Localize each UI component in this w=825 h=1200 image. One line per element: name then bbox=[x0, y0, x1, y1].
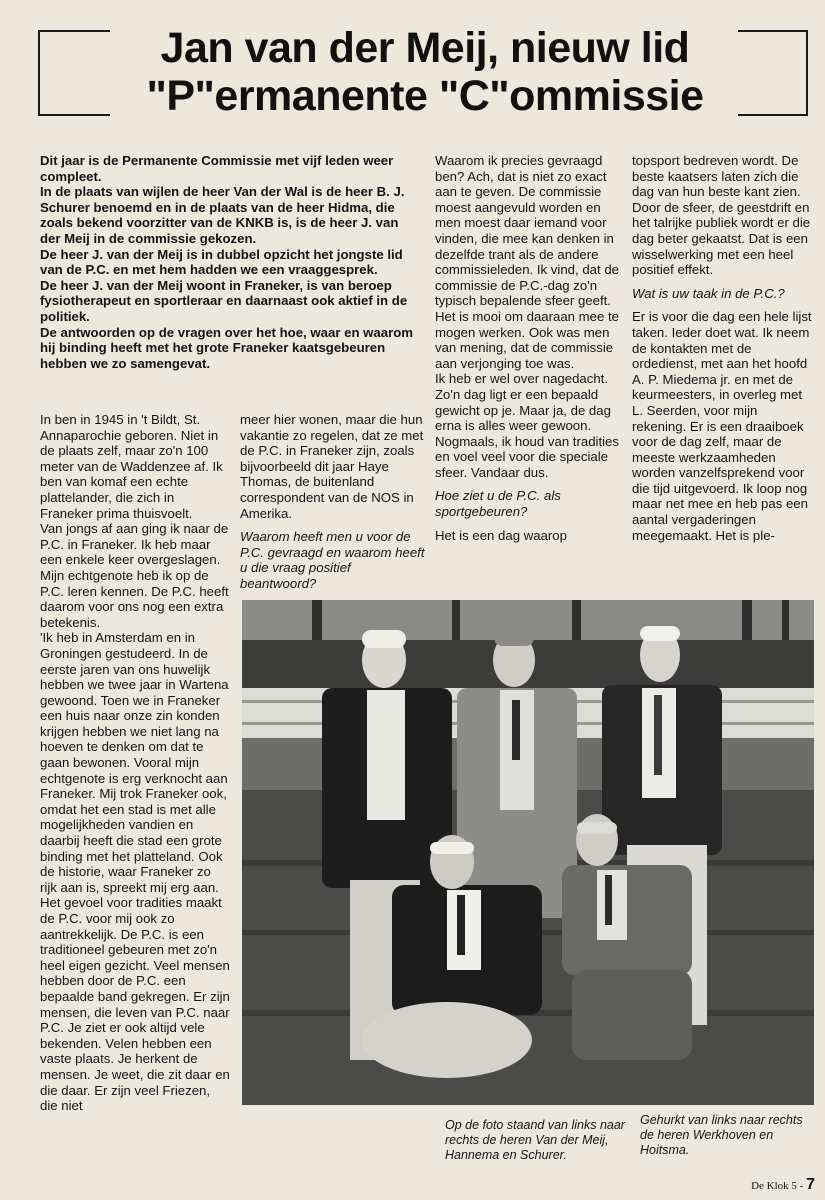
headline bbox=[95, 24, 755, 120]
body-paragraph: topsport bedreven wordt. De beste kaatsers laten zich die dag van hun beste kant zien. Door de sfeer, de geestdrift en het talrijke publiek wordt er die dag beter gekaatst. Dat is een wisselwerking met een heel positief effekt. bbox=[632, 153, 811, 278]
body-paragraph: Het is een dag waarop bbox=[435, 527, 567, 543]
group-photo bbox=[242, 600, 814, 1105]
intro-text bbox=[40, 153, 420, 371]
body-paragraph: meer hier wonen, maar die hun vakantie zo regelen, dat ze met de P.C. in Franeker zijn, zoals bijvoorbeeld dit jaar Haye Thomas, de buitenland correspondent van de NOS in Amerika. bbox=[240, 412, 424, 521]
intro-paragraph: De antwoorden op de vragen over het hoe, waar en waarom hij binding heeft met het grote Franeker kaatsgebeuren hebben we zo samengevat. bbox=[40, 324, 414, 371]
body-paragraph: Ik heb er wel over nagedacht. Zo'n dag ligt er een bepaald gewicht op je. Maar ja, de dag erna is alles weer gewoon. Nogmaals, ik houd van tradities en voel veel voor die speciale sfeer. Vandaar dus. bbox=[435, 371, 619, 480]
photo-caption-standing: Op de foto staand van links naar rechts de heren Van der Meij, Hannema en Schurer. bbox=[445, 1118, 625, 1162]
article-column-2 bbox=[240, 412, 425, 600]
intro-paragraph: De heer J. van der Meij is in dubbel opzicht het jongste lid van de P.C. en met hem hadden we een vraaggesprek. bbox=[40, 246, 403, 278]
body-paragraph: 'Ik heb in Amsterdam en in Groningen gestudeerd. In de eerste jaren van ons huwelijk hebben we twee jaar in Wartena gewoond. Toen we in Franeker een huis naar onze zin konden krijgen hebben we niet lang na hoeven te denken om dat te gaan bewonen. Vooral mijn echtgenote is erg verknocht aan Franeker. Mij trok Franeker ook, omdat het een stad is met alle mogelijkheden vandien en daarbij heeft die stad een grote binding met het platteland. Ook de historie, waar Franeker zo rijk aan is, spreekt mij erg aan. bbox=[40, 630, 229, 895]
photo-caption-crouching: Gehurkt van links naar rechts de heren Werkhoven en Hoitsma. bbox=[640, 1113, 803, 1157]
article-column-3 bbox=[435, 153, 620, 543]
footer-dash: - bbox=[799, 1180, 804, 1192]
group-photo-illustration bbox=[242, 600, 814, 1105]
body-paragraph: Het gevoel voor tradities maakt de P.C. voor mij ook zo aantrekkelijk. De P.C. is een traditioneel gebeuren met zo'n heel eigen gezicht. Veel mensen hebben door de P.C. een bepaalde band gekregen. Er zijn mensen, die leven van P.C. naar P.C. Je ziet er ook altijd vele bekenden. Velen hebben een vaste plaats. Je herkent de mensen. Je weet, die zit daar en die daar. Er zijn veel Friezen, die niet bbox=[40, 895, 230, 1114]
intro-paragraph: De heer J. van der Meij woont in Franeker, is van beroep fysiotherapeut en sportleraar en daarnaast ook aktief in de politiek. bbox=[40, 277, 408, 324]
article-column-4 bbox=[632, 153, 812, 543]
body-paragraph: Waarom ik precies gevraagd ben? Ach, dat is niet zo exact aan te geven. De commissie moest aangevuld worden en men moest daar iemand voor vinden, die mee kan denken in dezelfde trant als de andere commissieleden. Ik vind, dat de commissie de P.C.-dag zo'n typisch bepalende sfeer geeft. Het is mooi om daaraan mee te mogen werken. Ook was men van mening, dat de commissie aan verjonging toe was. bbox=[435, 153, 619, 371]
magazine-name: De Klok 5 bbox=[751, 1180, 797, 1192]
page-number: 7 bbox=[806, 1176, 815, 1193]
headline-line-2: "P"ermanente "C"ommissie bbox=[146, 72, 704, 120]
page-footer bbox=[751, 1176, 815, 1194]
body-paragraph: Er is voor die dag een hele lijst taken. Ieder doet wat. Ik neem de kontakten met de ordedienst, met aan het hoofd A. P. Miedema jr. en met de keurmeesters, in overleg met L. Seerden, voor mijn rekening. Er is een draaiboek voor de dag zelf, maar de meeste werkzaamheden worden vanzelfsprekend voor die tijd uitgevoerd. Ik loop nog maar net mee en heb pas een aantal vergaderingen meegemaakt. Het is ple- bbox=[632, 309, 812, 543]
intro-paragraph: Dit jaar is de Permanente Commissie met vijf leden weer compleet. bbox=[40, 153, 394, 184]
interview-question: Waarom heeft men u voor de P.C. gevraagd en waarom heeft u die vraag positief beantwoord? bbox=[240, 529, 425, 591]
body-paragraph: Van jongs af aan ging ik naar de P.C. in Franeker. Ik heb maar een enkele keer overgeslagen. bbox=[40, 521, 229, 568]
body-paragraph: Mijn echtgenote heb ik op de P.C. leren kennen. De P.C. heeft daarom voor ons nog een extra betekenis. bbox=[40, 567, 229, 630]
intro-paragraph: In de plaats van wijlen de heer Van der Wal is de heer B. J. Schurer benoemd en in de plaats van de heer Hidma, die zoals bekend voorzitter van de KNKB is, is de heer J. van der Meij in de commissie gekozen. bbox=[40, 184, 405, 246]
body-paragraph: In ben in 1945 in 't Bildt, St. Annaparochie geboren. Niet in de plaats zelf, maar zo'n 100 meter van de Waddenzee af. Ik ben van komaf een echte plattelander, die zich in Franeker prima thuisvoelt. bbox=[40, 412, 223, 521]
interview-question: Wat is uw taak in de P.C.? bbox=[632, 285, 785, 301]
headline-line-1: Jan van der Meij, nieuw lid bbox=[160, 24, 690, 72]
interview-question: Hoe ziet u de P.C. als sportgebeuren? bbox=[435, 488, 561, 520]
article-column-1 bbox=[40, 412, 230, 1114]
